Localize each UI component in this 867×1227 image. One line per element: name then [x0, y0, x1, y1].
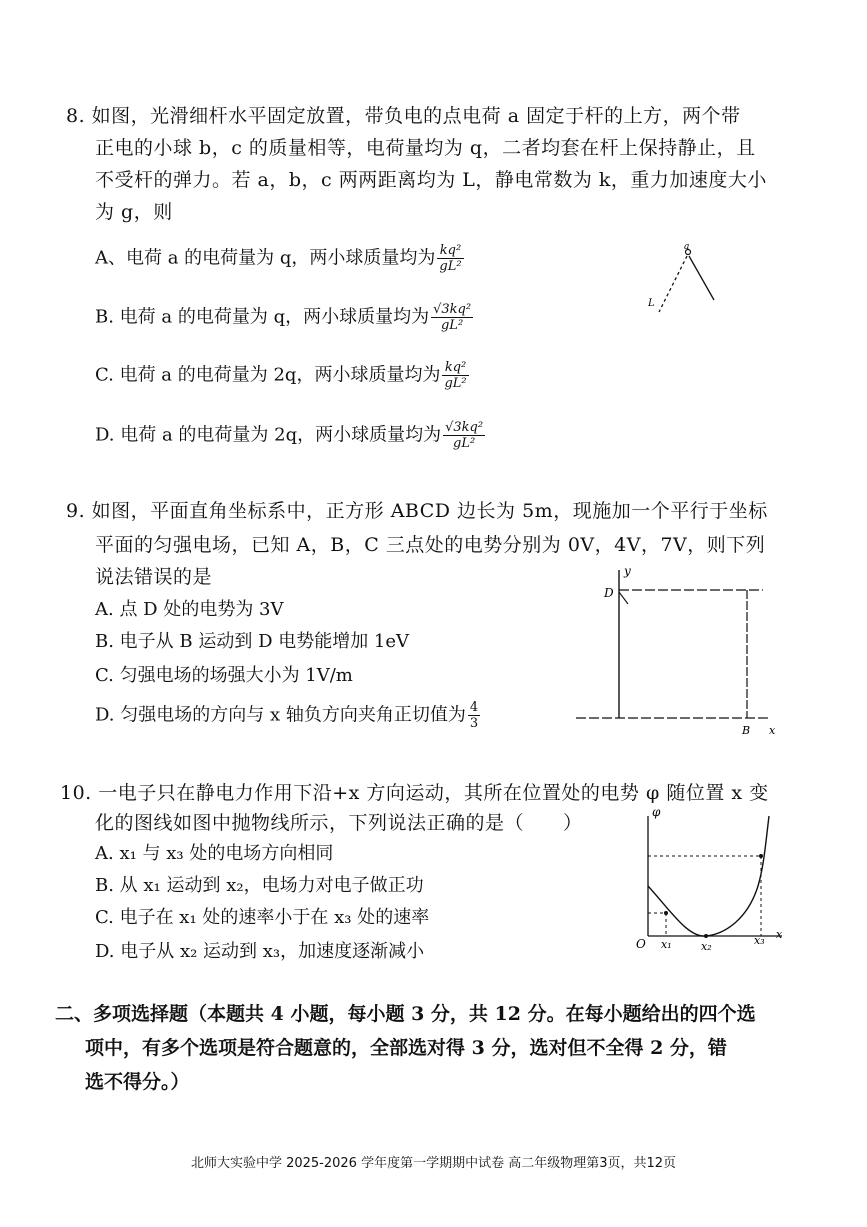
q9-label-d: D [604, 586, 614, 600]
q9-line-2: 平面的匀强电场，已知 A，B，C 三点处的电势分别为 0V，4V，7V，则下列 [95, 534, 766, 556]
q8-option-a-fraction [437, 243, 463, 274]
q9-option-c: C. 匀强电场的场强大小为 1V/m [95, 665, 353, 686]
q10-option-b: B. 从 x₁ 运动到 x₂，电场力对电子做正功 [95, 875, 424, 896]
q10-line-1: 10. 一电子只在静电力作用下沿+x 方向运动，其所在位置处的电势 φ 随位置 x 变 [60, 782, 769, 804]
q8-option-d-denominator: gL² [453, 436, 476, 451]
q9-label-x: x [769, 724, 776, 737]
q10-option-d: D. 电子从 x₂ 运动到 x₃，加速度逐渐减小 [95, 941, 425, 962]
q9-label-b: B [742, 724, 751, 737]
q8-option-b-fraction [431, 302, 473, 333]
q8-line-ab [659, 256, 687, 312]
q10-label-x2: x₂ [701, 940, 712, 953]
q8-option-a [95, 243, 464, 274]
q8-option-b-numerator: √3kq² [433, 302, 472, 317]
q10-parabola [648, 816, 769, 936]
section2-line-3: 选不得分。） [85, 1071, 190, 1093]
q8-option-a-numerator: kq² [437, 243, 463, 259]
q10-point-x2 [704, 934, 708, 938]
q8-option-d-numerator: √3kq² [445, 420, 484, 435]
q9-figure [570, 562, 780, 742]
q8-option-a-denominator: gL² [439, 259, 462, 274]
q8-label-l: L [648, 298, 655, 309]
q8-option-d-text: D. 电荷 a 的电荷量为 2q，两小球质量均为 [95, 424, 442, 446]
q8-option-c [95, 360, 469, 391]
q8-option-b-denominator: gL² [440, 318, 464, 333]
q10-figure [630, 800, 790, 960]
q8-label-a: a [684, 242, 690, 252]
page-footer: 北师大实验中学 2025-2026 学年度第一学期期中试卷 高二年级物理第3页，共12页 [190, 1156, 677, 1171]
q9-label-y: y [624, 564, 631, 578]
q8-option-d [95, 420, 485, 451]
q8-option-b [95, 302, 473, 333]
q10-point-x3 [759, 854, 763, 858]
q9-line-1: 9. 如图，平面直角坐标系中，正方形 ABCD 边长为 5m，现施加一个平行于坐标 [66, 500, 768, 522]
section2-line-2: 项中，有多个选项是符合题意的，全部选对得 3 分，选对但不全得 2 分，错 [85, 1037, 727, 1059]
q10-option-a: A. x₁ 与 x₃ 处的电场方向相同 [95, 843, 334, 864]
q10-point-x1 [664, 911, 668, 915]
q8-option-c-numerator: kq² [442, 360, 468, 376]
q10-label-o: O [636, 937, 646, 951]
q8-line-3: 不受杆的弹力。若 a，b，c 两两距离均为 L，静电常数为 k，重力加速度大小 [95, 169, 767, 191]
q8-figure [640, 240, 730, 325]
q9-tick-d [619, 592, 628, 604]
q10-option-c: C. 电子在 x₁ 处的速率小于在 x₃ 处的速率 [95, 907, 430, 928]
q9-option-b: B. 电子从 B 运动到 D 电势能增加 1eV [95, 631, 410, 652]
q10-label-x1: x₁ [661, 938, 672, 951]
q9-option-d-numerator: 4 [469, 700, 479, 715]
q8-line-2: 正电的小球 b，c 的质量相等，电荷量均为 q，二者均套在杆上保持静止，且 [95, 137, 756, 159]
q8-line-1: 8. 如图，光滑细杆水平固定放置，带负电的点电荷 a 固定于杆的上方，两个带 [66, 105, 741, 127]
q8-option-d-fraction [443, 420, 485, 451]
q9-line-3: 说法错误的是 [95, 566, 213, 588]
q8-option-b-text: B. 电荷 a 的电荷量为 q，两小球质量均为 [95, 306, 430, 328]
q9-option-a: A. 点 D 处的电势为 3V [95, 599, 284, 620]
q8-option-a-text: A、电荷 a 的电荷量为 q，两小球质量均为 [95, 247, 436, 269]
q9-option-d-denominator: 3 [469, 716, 479, 731]
section2-line-1: 二、多项选择题（本题共 4 小题，每小题 3 分，共 12 分。在每小题给出的四个选 [55, 1003, 756, 1025]
q10-label-x: x [776, 928, 783, 941]
q9-option-d [95, 700, 480, 731]
q10-line-2: 化的图线如图中抛物线所示，下列说法正确的是（ ） [95, 812, 583, 834]
q9-option-d-fraction [468, 700, 480, 731]
q8-option-c-denominator: gL² [444, 376, 467, 391]
q8-line-4: 为 g，则 [95, 201, 173, 223]
q8-option-c-fraction [442, 360, 468, 391]
q9-option-d-text: D. 匀强电场的方向与 x 轴负方向夹角正切值为 [95, 704, 466, 726]
q10-label-phi: φ [652, 805, 661, 819]
q10-label-x3: x₃ [754, 934, 765, 947]
q8-line-ac [689, 256, 714, 300]
q8-option-c-text: C. 电荷 a 的电荷量为 2q，两小球质量均为 [95, 364, 441, 386]
